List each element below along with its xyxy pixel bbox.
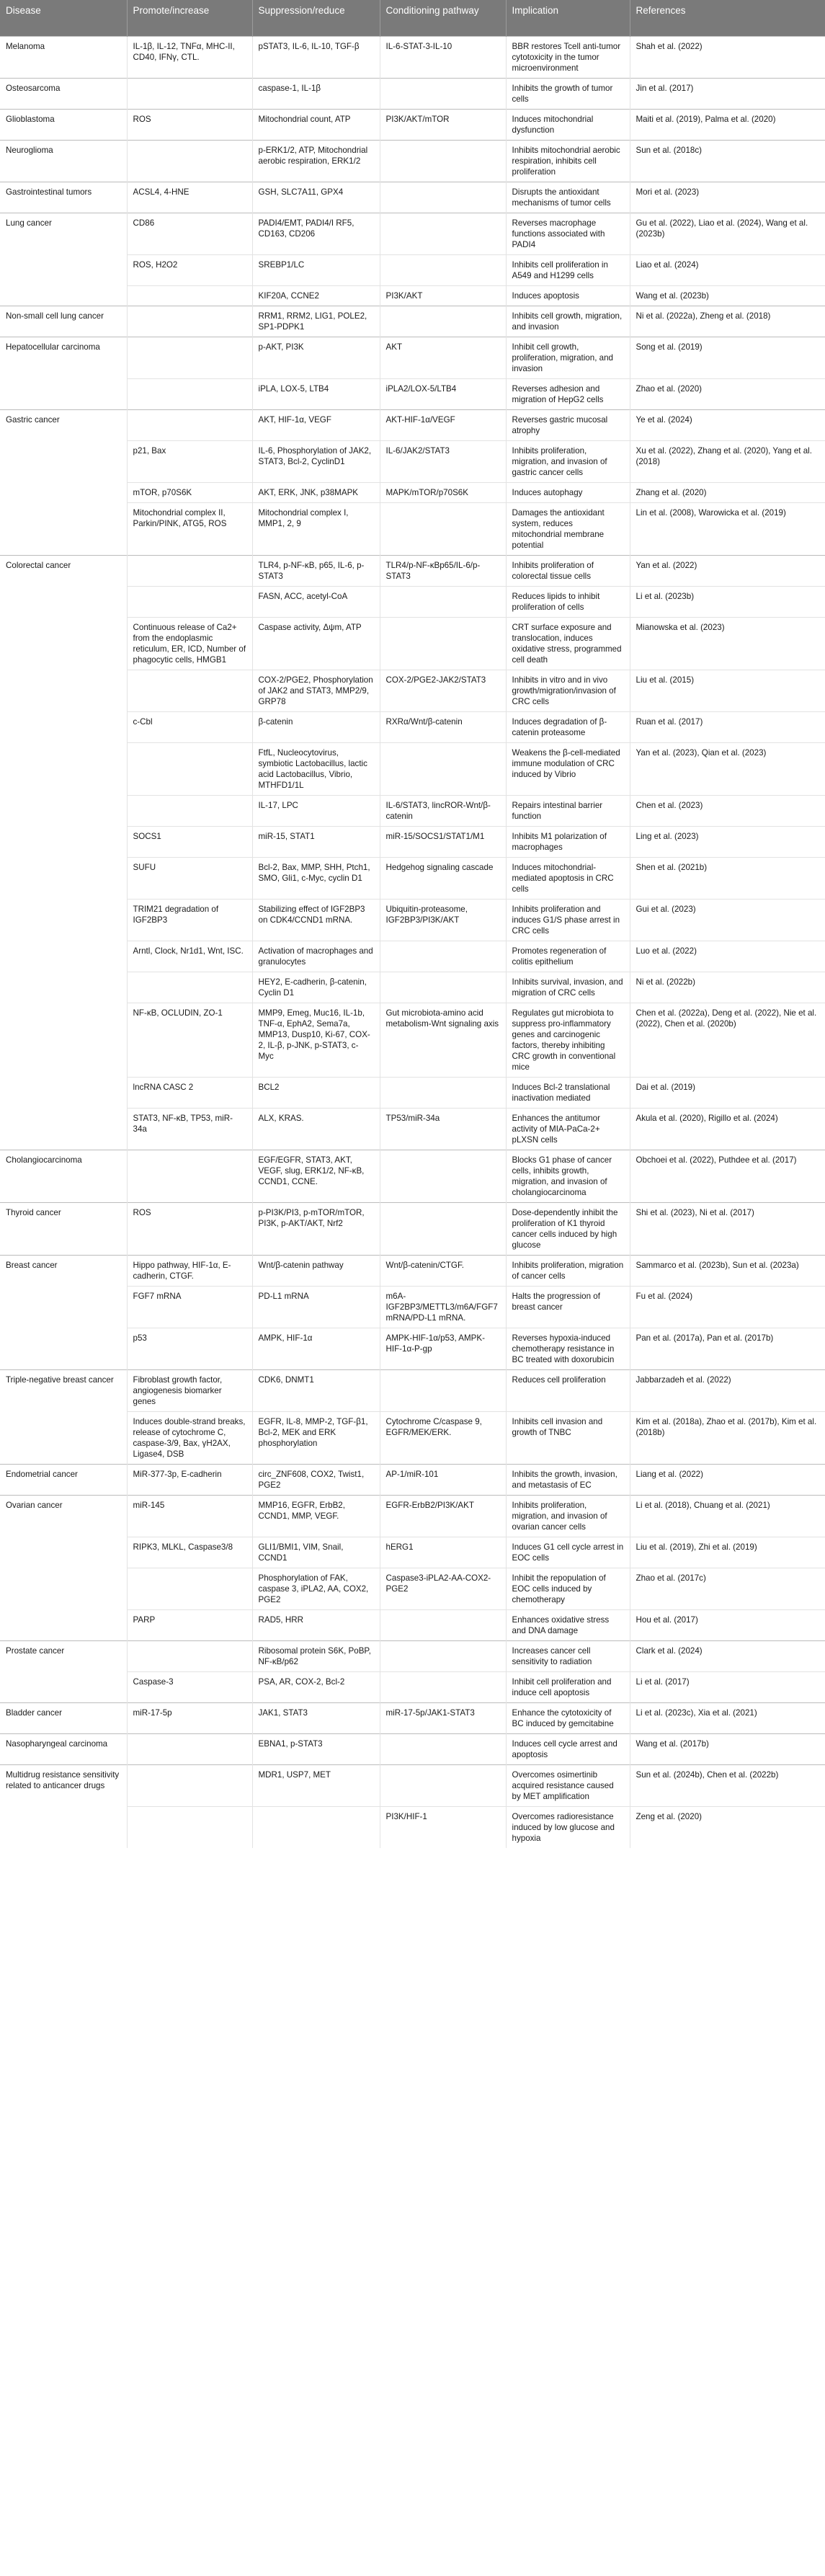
implication-cell: Disrupts the antioxidant mechanisms of tumor cells xyxy=(506,182,630,213)
table-row xyxy=(0,306,825,337)
promote-cell: STAT3, NF-κB, TP53, miR-34a xyxy=(127,1108,252,1150)
implication-cell: Induces degradation of β-catenin proteasome xyxy=(506,711,630,742)
reference-cell: Hou et al. (2017) xyxy=(630,1609,825,1640)
pathway-cell: Ubiquitin-proteasome, IGF2BP3/PI3K/AKT xyxy=(380,899,506,941)
pathway-cell: AMPK-HIF-1α/p53, AMPK-HIF-1α-P-gp xyxy=(380,1328,506,1369)
implication-cell: Inhibit cell growth, proliferation, migration, and invasion xyxy=(506,337,630,378)
pathway-cell: Caspase3-iPLA2-AA-COX2-PGE2 xyxy=(380,1568,506,1609)
promote-cell xyxy=(127,285,252,306)
pathway-cell: IL-6/JAK2/STAT3 xyxy=(380,440,506,482)
reference-cell: Zhao et al. (2017c) xyxy=(630,1568,825,1609)
implication-cell: CRT surface exposure and translocation, induces oxidative stress, programmed cell death xyxy=(506,617,630,670)
implication-cell: Reverses adhesion and migration of HepG2 cells xyxy=(506,378,630,409)
implication-cell: Induces cell cycle arrest and apoptosis xyxy=(506,1733,630,1764)
suppression-cell: β-catenin xyxy=(252,711,380,742)
promote-cell: ACSL4, 4-HNE xyxy=(127,182,252,213)
suppression-cell: Ribosomal protein S6K, PoBP, NF-κB/p62 xyxy=(252,1640,380,1671)
reference-cell: Li et al. (2018), Chuang et al. (2021) xyxy=(630,1495,825,1537)
suppression-cell: Phosphorylation of FAK, caspase 3, iPLA2, AA, COX2, PGE2 xyxy=(252,1568,380,1609)
disease-cell: Melanoma xyxy=(0,36,127,78)
pathway-cell xyxy=(380,1077,506,1108)
promote-cell xyxy=(127,795,252,826)
implication-cell: Overcomes radioresistance induced by low glucose and hypoxia xyxy=(506,1806,630,1848)
reference-cell: Sammarco et al. (2023b), Sun et al. (2023a) xyxy=(630,1255,825,1286)
implication-cell: Inhibit cell proliferation and induce cell apoptosis xyxy=(506,1671,630,1702)
promote-cell: ROS xyxy=(127,1202,252,1255)
reference-cell: Xu et al. (2022), Zhang et al. (2020), Yang et al. (2018) xyxy=(630,440,825,482)
promote-cell xyxy=(127,337,252,378)
promote-cell: SUFU xyxy=(127,857,252,899)
promote-cell xyxy=(127,972,252,1003)
suppression-cell: KIF20A, CCNE2 xyxy=(252,285,380,306)
suppression-cell: IL-17, LPC xyxy=(252,795,380,826)
reference-cell: Li et al. (2023c), Xia et al. (2021) xyxy=(630,1702,825,1733)
reference-cell: Shah et al. (2022) xyxy=(630,36,825,78)
suppression-cell: GSH, SLC7A11, GPX4 xyxy=(252,182,380,213)
implication-cell: Damages the antioxidant system, reduces mitochondrial membrane potential xyxy=(506,502,630,555)
reference-cell: Chen et al. (2023) xyxy=(630,795,825,826)
implication-cell: Reduces cell proliferation xyxy=(506,1369,630,1411)
disease-cell: Prostate cancer xyxy=(0,1640,127,1702)
implication-cell: Reverses gastric mucosal atrophy xyxy=(506,409,630,440)
table-row xyxy=(0,1202,825,1255)
promote-cell xyxy=(127,78,252,109)
reference-cell: Zhao et al. (2020) xyxy=(630,378,825,409)
promote-cell: mTOR, p70S6K xyxy=(127,482,252,502)
header-disease: Disease xyxy=(0,0,127,36)
promote-cell: ROS, H2O2 xyxy=(127,254,252,285)
promote-cell: c-Cbl xyxy=(127,711,252,742)
implication-cell: Reverses hypoxia-induced chemotherapy resistance in BC treated with doxorubicin xyxy=(506,1328,630,1369)
disease-cell: Breast cancer xyxy=(0,1255,127,1369)
table-row xyxy=(0,182,825,213)
promote-cell: p53 xyxy=(127,1328,252,1369)
implication-cell: Inhibits the growth, invasion, and metastasis of EC xyxy=(506,1464,630,1495)
suppression-cell xyxy=(252,1806,380,1848)
promote-cell: Caspase-3 xyxy=(127,1671,252,1702)
suppression-cell: p-PI3K/PI3, p-mTOR/mTOR, PI3K, p-AKT/AKT, Nrf2 xyxy=(252,1202,380,1255)
table-row xyxy=(0,36,825,78)
suppression-cell: Mitochondrial count, ATP xyxy=(252,109,380,140)
suppression-cell: RRM1, RRM2, LIG1, POLE2, SP1-PDPK1 xyxy=(252,306,380,337)
suppression-cell: Wnt/β-catenin pathway xyxy=(252,1255,380,1286)
table-row xyxy=(0,1255,825,1286)
reference-cell: Fu et al. (2024) xyxy=(630,1286,825,1328)
promote-cell: RIPK3, MLKL, Caspase3/8 xyxy=(127,1537,252,1568)
implication-cell: Inhibits proliferation, migration, and invasion of ovarian cancer cells xyxy=(506,1495,630,1537)
suppression-cell: RAD5, HRR xyxy=(252,1609,380,1640)
pathway-cell: miR-17-5p/JAK1-STAT3 xyxy=(380,1702,506,1733)
pathway-cell xyxy=(380,1202,506,1255)
implication-cell: Inhibits proliferation, migration of cancer cells xyxy=(506,1255,630,1286)
pathway-cell xyxy=(380,254,506,285)
promote-cell xyxy=(127,1806,252,1848)
disease-cell: Bladder cancer xyxy=(0,1702,127,1733)
suppression-cell: EBNA1, p-STAT3 xyxy=(252,1733,380,1764)
suppression-cell: MMP9, Emeg, Muc16, IL-1b, TNF-α, EphA2, Sema7a, MMP13, Dusp10, Ki-67, COX-2, IL-β, p-JNK, p-STAT3, c-Myc xyxy=(252,1003,380,1077)
suppression-cell: Mitochondrial complex I, MMP1, 2, 9 xyxy=(252,502,380,555)
disease-cell: Gastrointestinal tumors xyxy=(0,182,127,213)
header-implication: Implication xyxy=(506,0,630,36)
header-row xyxy=(0,0,825,36)
reference-cell: Li et al. (2023b) xyxy=(630,586,825,617)
pathway-cell: IL-6-STAT-3-IL-10 xyxy=(380,36,506,78)
pathway-cell: AP-1/miR-101 xyxy=(380,1464,506,1495)
promote-cell: miR-17-5p xyxy=(127,1702,252,1733)
reference-cell: Liu et al. (2019), Zhi et al. (2019) xyxy=(630,1537,825,1568)
table-row xyxy=(0,337,825,378)
implication-cell: Halts the progression of breast cancer xyxy=(506,1286,630,1328)
reference-cell: Luo et al. (2022) xyxy=(630,941,825,972)
disease-cell: Gastric cancer xyxy=(0,409,127,555)
table-row xyxy=(0,109,825,140)
implication-cell: Induces mitochondrial dysfunction xyxy=(506,109,630,140)
reference-cell: Song et al. (2019) xyxy=(630,337,825,378)
reference-cell: Shi et al. (2023), Ni et al. (2017) xyxy=(630,1202,825,1255)
suppression-cell: COX-2/PGE2, Phosphorylation of JAK2 and STAT3, MMP2/9, GRP78 xyxy=(252,670,380,711)
disease-cell: Endometrial cancer xyxy=(0,1464,127,1495)
promote-cell xyxy=(127,409,252,440)
implication-cell: Enhance the cytotoxicity of BC induced by gemcitabine xyxy=(506,1702,630,1733)
pathway-cell: Wnt/β-catenin/CTGF. xyxy=(380,1255,506,1286)
suppression-cell: EGF/EGFR, STAT3, AKT, VEGF, slug, ERK1/2, NF-κB, CCND1, CCNE. xyxy=(252,1150,380,1202)
disease-cell: Glioblastoma xyxy=(0,109,127,140)
suppression-cell: CDK6, DNMT1 xyxy=(252,1369,380,1411)
suppression-cell: GLI1/BMI1, VIM, Snail, CCND1 xyxy=(252,1537,380,1568)
implication-cell: Induces Bcl-2 translational inactivation mediated xyxy=(506,1077,630,1108)
pathway-cell: PI3K/AKT xyxy=(380,285,506,306)
suppression-cell: HEY2, E-cadherin, β-catenin, Cyclin D1 xyxy=(252,972,380,1003)
reference-cell: Wang et al. (2017b) xyxy=(630,1733,825,1764)
implication-cell: Inhibits in vitro and in vivo growth/migration/invasion of CRC cells xyxy=(506,670,630,711)
table-body xyxy=(0,36,825,1848)
promote-cell: PARP xyxy=(127,1609,252,1640)
promote-cell: MiR-377-3p, E-cadherin xyxy=(127,1464,252,1495)
suppression-cell: TLR4, p-NF-κB, p65, IL-6, p-STAT3 xyxy=(252,555,380,586)
suppression-cell: AKT, HIF-1α, VEGF xyxy=(252,409,380,440)
pathway-cell: Hedgehog signaling cascade xyxy=(380,857,506,899)
suppression-cell: PADI4/EMT, PADI4/I RF5, CD163, CD206 xyxy=(252,213,380,254)
reference-cell: Zhang et al. (2020) xyxy=(630,482,825,502)
pathway-cell xyxy=(380,1640,506,1671)
suppression-cell: Stabilizing effect of IGF2BP3 on CDK4/CCND1 mRNA. xyxy=(252,899,380,941)
implication-cell: Overcomes osimertinib acquired resistance caused by MET amplification xyxy=(506,1764,630,1806)
disease-cell: Thyroid cancer xyxy=(0,1202,127,1255)
suppression-cell: Caspase activity, Δψm, ATP xyxy=(252,617,380,670)
table-row xyxy=(0,1150,825,1202)
reference-cell: Gui et al. (2023) xyxy=(630,899,825,941)
disease-cell: Lung cancer xyxy=(0,213,127,306)
pathway-cell: TP53/miR-34a xyxy=(380,1108,506,1150)
pathway-cell: IL-6/STAT3, lincROR-Wnt/β-catenin xyxy=(380,795,506,826)
table-row xyxy=(0,140,825,182)
header-promote: Promote/increase xyxy=(127,0,252,36)
promote-cell: p21, Bax xyxy=(127,440,252,482)
reference-cell: Ruan et al. (2017) xyxy=(630,711,825,742)
reference-cell: Liu et al. (2015) xyxy=(630,670,825,711)
suppression-cell: BCL2 xyxy=(252,1077,380,1108)
pathway-cell: miR-15/SOCS1/STAT1/M1 xyxy=(380,826,506,857)
suppression-cell: IL-6, Phosphorylation of JAK2, STAT3, Bcl-2, CyclinD1 xyxy=(252,440,380,482)
pathway-cell xyxy=(380,213,506,254)
implication-cell: Induces G1 cell cycle arrest in EOC cells xyxy=(506,1537,630,1568)
promote-cell: IL-1β, IL-12, TNFα, MHC-II, CD40, IFNγ, CTL. xyxy=(127,36,252,78)
reference-cell: Mianowska et al. (2023) xyxy=(630,617,825,670)
pathway-cell: COX-2/PGE2-JAK2/STAT3 xyxy=(380,670,506,711)
disease-cell: Colorectal cancer xyxy=(0,555,127,1150)
promote-cell xyxy=(127,670,252,711)
implication-cell: Repairs intestinal barrier function xyxy=(506,795,630,826)
implication-cell: Inhibits cell proliferation in A549 and H1299 cells xyxy=(506,254,630,285)
suppression-cell: caspase-1, IL-1β xyxy=(252,78,380,109)
suppression-cell: iPLA, LOX-5, LTB4 xyxy=(252,378,380,409)
table-row xyxy=(0,1464,825,1495)
reference-cell: Clark et al. (2024) xyxy=(630,1640,825,1671)
implication-cell: Inhibits mitochondrial aerobic respiration, inhibits cell proliferation xyxy=(506,140,630,182)
pathway-cell: Cytochrome C/caspase 9, EGFR/MEK/ERK. xyxy=(380,1411,506,1464)
implication-cell: Inhibits cell growth, migration, and invasion xyxy=(506,306,630,337)
promote-cell xyxy=(127,555,252,586)
pathway-cell xyxy=(380,1764,506,1806)
pathway-cell xyxy=(380,586,506,617)
promote-cell xyxy=(127,586,252,617)
promote-cell xyxy=(127,742,252,795)
pathway-cell xyxy=(380,140,506,182)
reference-cell: Shen et al. (2021b) xyxy=(630,857,825,899)
disease-cell: Nasopharyngeal carcinoma xyxy=(0,1733,127,1764)
implication-cell: Inhibit the repopulation of EOC cells induced by chemotherapy xyxy=(506,1568,630,1609)
reference-cell: Kim et al. (2018a), Zhao et al. (2017b), Kim et al. (2018b) xyxy=(630,1411,825,1464)
suppression-cell: p-AKT, PI3K xyxy=(252,337,380,378)
suppression-cell: Activation of macrophages and granulocytes xyxy=(252,941,380,972)
implication-cell: Promotes regeneration of colitis epithelium xyxy=(506,941,630,972)
table-row xyxy=(0,1369,825,1411)
implication-cell: Induces apoptosis xyxy=(506,285,630,306)
suppression-cell: pSTAT3, IL-6, IL-10, TGF-β xyxy=(252,36,380,78)
reference-cell: Maiti et al. (2019), Palma et al. (2020) xyxy=(630,109,825,140)
suppression-cell: Bcl-2, Bax, MMP, SHH, Ptch1, SMO, Gli1, c-Myc, cyclin D1 xyxy=(252,857,380,899)
pathway-cell xyxy=(380,78,506,109)
reference-cell: Ni et al. (2022a), Zheng et al. (2018) xyxy=(630,306,825,337)
table-row xyxy=(0,1640,825,1671)
implication-cell: BBR restores Tcell anti-tumor cytotoxicity in the tumor microenvironment xyxy=(506,36,630,78)
reference-cell: Li et al. (2017) xyxy=(630,1671,825,1702)
disease-cell: Neuroglioma xyxy=(0,140,127,182)
promote-cell xyxy=(127,306,252,337)
reference-cell: Jin et al. (2017) xyxy=(630,78,825,109)
reference-cell: Ling et al. (2023) xyxy=(630,826,825,857)
suppression-cell: FtfL, Nucleocytovirus, symbiotic Lactobacillus, lactic acid Lactobacillus, Vibrio, MTHFD1/1L xyxy=(252,742,380,795)
pathway-cell xyxy=(380,1369,506,1411)
promote-cell: ROS xyxy=(127,109,252,140)
reference-cell: Zeng et al. (2020) xyxy=(630,1806,825,1848)
promote-cell: NF-κB, OCLUDIN, ZO-1 xyxy=(127,1003,252,1077)
suppression-cell: AMPK, HIF-1α xyxy=(252,1328,380,1369)
implication-cell: Reverses macrophage functions associated with PADI4 xyxy=(506,213,630,254)
promote-cell xyxy=(127,1764,252,1806)
table-row xyxy=(0,555,825,586)
disease-cell: Osteosarcoma xyxy=(0,78,127,109)
suppression-cell: MDR1, USP7, MET xyxy=(252,1764,380,1806)
implication-cell: Increases cancer cell sensitivity to radiation xyxy=(506,1640,630,1671)
implication-cell: Enhances oxidative stress and DNA damage xyxy=(506,1609,630,1640)
disease-cell: Ovarian cancer xyxy=(0,1495,127,1640)
reference-cell: Jabbarzadeh et al. (2022) xyxy=(630,1369,825,1411)
reference-cell: Ye et al. (2024) xyxy=(630,409,825,440)
implication-cell: Inhibits proliferation of colorectal tissue cells xyxy=(506,555,630,586)
header-suppression: Suppression/reduce xyxy=(252,0,380,36)
pathway-cell xyxy=(380,1733,506,1764)
disease-cell: Cholangiocarcinoma xyxy=(0,1150,127,1202)
implication-cell: Induces autophagy xyxy=(506,482,630,502)
pathway-cell xyxy=(380,502,506,555)
implication-cell: Weakens the β-cell-mediated immune modulation of CRC induced by Vibrio xyxy=(506,742,630,795)
reference-cell: Yan et al. (2022) xyxy=(630,555,825,586)
reference-cell: Lin et al. (2008), Warowicka et al. (2019) xyxy=(630,502,825,555)
reference-cell: Ni et al. (2022b) xyxy=(630,972,825,1003)
implication-cell: Regulates gut microbiota to suppress pro-inflammatory genes and carcinogenic factors, thereby inhibiting CRC growth in conventional mice xyxy=(506,1003,630,1077)
promote-cell: lncRNA CASC 2 xyxy=(127,1077,252,1108)
reference-cell: Liang et al. (2022) xyxy=(630,1464,825,1495)
header-pathway: Conditioning pathway xyxy=(380,0,506,36)
disease-cell: Non-small cell lung cancer xyxy=(0,306,127,337)
pathway-cell: Gut microbiota-amino acid metabolism-Wnt signaling axis xyxy=(380,1003,506,1077)
pathway-cell xyxy=(380,182,506,213)
implication-cell: Inhibits proliferation and induces G1/S phase arrest in CRC cells xyxy=(506,899,630,941)
table-row xyxy=(0,1702,825,1733)
pathway-cell xyxy=(380,1150,506,1202)
reference-cell: Yan et al. (2023), Qian et al. (2023) xyxy=(630,742,825,795)
suppression-cell: miR-15, STAT1 xyxy=(252,826,380,857)
reference-cell: Obchoei et al. (2022), Puthdee et al. (2017) xyxy=(630,1150,825,1202)
implication-cell: Inhibits proliferation, migration, and invasion of gastric cancer cells xyxy=(506,440,630,482)
implication-cell: Dose-dependently inhibit the proliferation of K1 thyroid cancer cells induced by high glucose xyxy=(506,1202,630,1255)
suppression-cell: ALX, KRAS. xyxy=(252,1108,380,1150)
table-row xyxy=(0,1495,825,1537)
reference-cell: Pan et al. (2017a), Pan et al. (2017b) xyxy=(630,1328,825,1369)
promote-cell: Fibroblast growth factor, angiogenesis biomarker genes xyxy=(127,1369,252,1411)
promote-cell: FGF7 mRNA xyxy=(127,1286,252,1328)
implication-cell: Blocks G1 phase of cancer cells, inhibits growth, migration, and invasion of cholangiocarcinoma xyxy=(506,1150,630,1202)
table-row xyxy=(0,1764,825,1806)
implication-cell: Reduces lipids to inhibit proliferation of cells xyxy=(506,586,630,617)
suppression-cell: SREBP1/LC xyxy=(252,254,380,285)
promote-cell xyxy=(127,1733,252,1764)
table-row xyxy=(0,409,825,440)
reference-cell: Mori et al. (2023) xyxy=(630,182,825,213)
pathway-cell xyxy=(380,941,506,972)
promote-cell xyxy=(127,1640,252,1671)
suppression-cell: AKT, ERK, JNK, p38MAPK xyxy=(252,482,380,502)
pathway-cell: EGFR-ErbB2/PI3K/AKT xyxy=(380,1495,506,1537)
reference-cell: Wang et al. (2023b) xyxy=(630,285,825,306)
reference-cell: Gu et al. (2022), Liao et al. (2024), Wang et al. (2023b) xyxy=(630,213,825,254)
table-row xyxy=(0,78,825,109)
implication-cell: Inhibits M1 polarization of macrophages xyxy=(506,826,630,857)
reference-cell: Sun et al. (2024b), Chen et al. (2022b) xyxy=(630,1764,825,1806)
suppression-cell: EGFR, IL-8, MMP-2, TGF-β1, Bcl-2, MEK and ERK phosphorylation xyxy=(252,1411,380,1464)
suppression-cell: circ_ZNF608, COX2, Twist1, PGE2 xyxy=(252,1464,380,1495)
disease-cell: Hepatocellular carcinoma xyxy=(0,337,127,409)
pathway-cell: PI3K/HIF-1 xyxy=(380,1806,506,1848)
pathway-cell: hERG1 xyxy=(380,1537,506,1568)
disease-cell: Triple-negative breast cancer xyxy=(0,1369,127,1464)
suppression-cell: PSA, AR, COX-2, Bcl-2 xyxy=(252,1671,380,1702)
suppression-cell: PD-L1 mRNA xyxy=(252,1286,380,1328)
pathway-cell xyxy=(380,972,506,1003)
promote-cell: Continuous release of Ca2+ from the endoplasmic reticulum, ER, ICD, Number of phagocytic cells, HMGB1 xyxy=(127,617,252,670)
promote-cell xyxy=(127,1150,252,1202)
reference-cell: Liao et al. (2024) xyxy=(630,254,825,285)
implication-cell: Inhibits survival, invasion, and migration of CRC cells xyxy=(506,972,630,1003)
implication-cell: Enhances the antitumor activity of MIA-PaCa-2+ pLXSN cells xyxy=(506,1108,630,1150)
reference-cell: Akula et al. (2020), Rigillo et al. (2024) xyxy=(630,1108,825,1150)
pathway-cell xyxy=(380,742,506,795)
suppression-cell: FASN, ACC, acetyl-CoA xyxy=(252,586,380,617)
disease-cell: Multidrug resistance sensitivity related to anticancer drugs xyxy=(0,1764,127,1848)
reference-cell: Dai et al. (2019) xyxy=(630,1077,825,1108)
promote-cell: TRIM21 degradation of IGF2BP3 xyxy=(127,899,252,941)
promote-cell: CD86 xyxy=(127,213,252,254)
header-references: References xyxy=(630,0,825,36)
pathway-cell xyxy=(380,1609,506,1640)
promote-cell: Induces double-strand breaks, release of cytochrome C, caspase-3/9, Bax, γH2AX, Ligase4, DSB xyxy=(127,1411,252,1464)
pathway-cell xyxy=(380,306,506,337)
reference-cell: Sun et al. (2018c) xyxy=(630,140,825,182)
table-row xyxy=(0,213,825,254)
promote-cell: Arntl, Clock, Nr1d1, Wnt, ISC. xyxy=(127,941,252,972)
pathway-cell: MAPK/mTOR/p70S6K xyxy=(380,482,506,502)
pathway-cell: PI3K/AKT/mTOR xyxy=(380,109,506,140)
promote-cell xyxy=(127,1568,252,1609)
implication-cell: Induces mitochondrial-mediated apoptosis in CRC cells xyxy=(506,857,630,899)
suppression-cell: MMP16, EGFR, ErbB2, CCND1, MMP, VEGF. xyxy=(252,1495,380,1537)
pathway-cell xyxy=(380,1671,506,1702)
pathway-cell: AKT-HIF-1α/VEGF xyxy=(380,409,506,440)
promote-cell: Mitochondrial complex II, Parkin/PINK, ATG5, ROS xyxy=(127,502,252,555)
promote-cell: Hippo pathway, HIF-1α, E-cadherin, CTGF. xyxy=(127,1255,252,1286)
suppression-cell: p-ERK1/2, ATP, Mitochondrial aerobic respiration, ERK1/2 xyxy=(252,140,380,182)
implication-cell: Inhibits cell invasion and growth of TNBC xyxy=(506,1411,630,1464)
pathway-cell: RXRα/Wnt/β-catenin xyxy=(380,711,506,742)
reference-cell: Chen et al. (2022a), Deng et al. (2022), Nie et al. (2022), Chen et al. (2020b) xyxy=(630,1003,825,1077)
pathway-cell: iPLA2/LOX-5/LTB4 xyxy=(380,378,506,409)
promote-cell: SOCS1 xyxy=(127,826,252,857)
implication-cell: Inhibits the growth of tumor cells xyxy=(506,78,630,109)
promote-cell xyxy=(127,140,252,182)
pathway-cell xyxy=(380,617,506,670)
table-row xyxy=(0,1733,825,1764)
pathway-cell: AKT xyxy=(380,337,506,378)
promote-cell: miR-145 xyxy=(127,1495,252,1537)
suppression-cell: JAK1, STAT3 xyxy=(252,1702,380,1733)
pathway-cell: TLR4/p-NF-κBp65/IL-6/p-STAT3 xyxy=(380,555,506,586)
promote-cell xyxy=(127,378,252,409)
pathway-cell: m6A-IGF2BP3/METTL3/m6A/FGF7 mRNA/PD-L1 mRNA. xyxy=(380,1286,506,1328)
